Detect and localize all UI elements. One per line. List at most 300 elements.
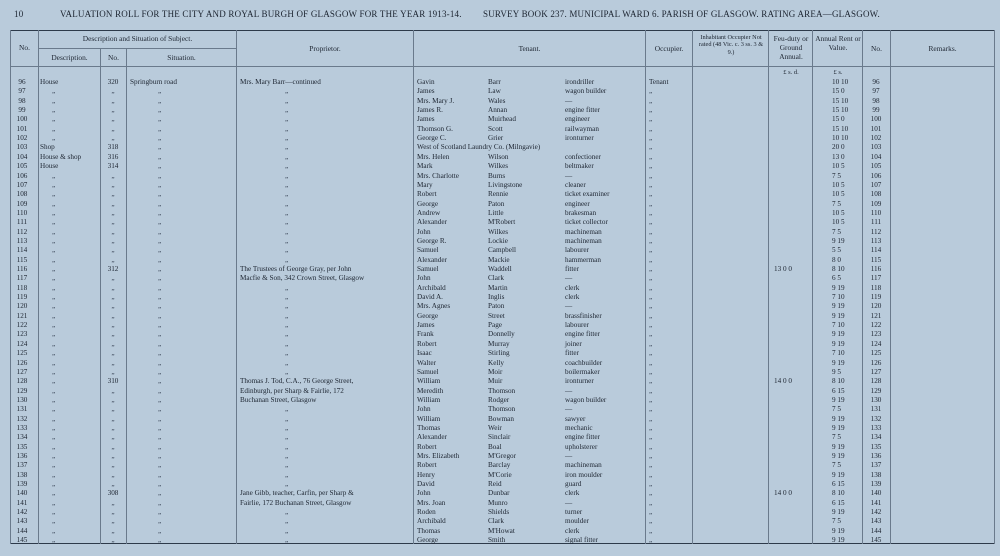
row-occupier: „ (649, 283, 653, 292)
row-no-right: 129 (870, 386, 882, 395)
row-description: „ (52, 302, 56, 311)
row-tenant-occupation: hammerman (565, 255, 601, 264)
row-situation: „ (158, 199, 162, 208)
row-no: 119 (16, 293, 28, 302)
row-description: „ (52, 414, 56, 423)
row-situation: „ (158, 227, 162, 236)
row-annual-rent: 7 10 (832, 349, 845, 358)
row-tenant-surname: Burns (488, 171, 506, 180)
row-no: 106 (16, 171, 28, 180)
row-description: „ (52, 208, 56, 217)
table-row (0, 256, 1000, 265)
survey-info: SURVEY BOOK 237. MUNICIPAL WARD 6. PARISH OF GLASGOW. RATING AREA—GLASGOW. (483, 9, 880, 19)
row-tenant-occupation: moulder (565, 517, 589, 526)
row-tenant-occupation: — (565, 498, 573, 507)
row-proprietor: „ (285, 227, 289, 236)
row-tenant-surname: Thomson (488, 386, 516, 395)
row-tenant-occupation: ironturner (565, 134, 594, 143)
row-tenant-surname: Wilkes (488, 227, 509, 236)
row-tenant-first: John (417, 274, 431, 283)
row-no: 116 (16, 265, 28, 273)
row-occupier: „ (649, 208, 653, 217)
row-situation: „ (158, 124, 162, 133)
row-tenant-occupation: clerk (565, 489, 580, 498)
row-tenant-first: James (417, 321, 435, 330)
row-situation: „ (158, 414, 162, 423)
row-tenant-surname: Reid (488, 480, 502, 489)
row-house-number: „ (111, 87, 115, 96)
row-house-number: „ (111, 358, 115, 367)
row-occupier: „ (649, 452, 653, 460)
row-annual-rent: 9 19 (832, 536, 845, 545)
row-description: „ (52, 106, 56, 115)
row-tenant-occupation: clerk (565, 526, 580, 535)
row-tenant-first: Samuel (417, 246, 439, 255)
row-situation: „ (158, 405, 162, 414)
row-situation: „ (158, 377, 162, 386)
row-tenant-first: John (417, 227, 431, 236)
row-tenant-occupation: — (565, 405, 573, 414)
row-description: „ (52, 190, 56, 199)
row-situation: „ (158, 386, 162, 395)
row-proprietor: „ (285, 311, 289, 320)
row-house-number: „ (111, 218, 115, 227)
row-tenant-first: Mrs. Elizabeth (417, 452, 460, 460)
row-house-number: „ (111, 386, 115, 395)
col-header-rent: Annual Rent or Value. (815, 34, 861, 52)
row-no-right: 141 (870, 498, 882, 507)
row-tenant-surname: Thomson (488, 405, 516, 414)
row-no-right: 132 (870, 414, 882, 423)
row-situation: „ (158, 190, 162, 199)
row-tenant-surname: Page (488, 321, 502, 330)
row-tenant-first: Thomas (417, 423, 441, 432)
row-situation: „ (158, 461, 162, 470)
row-annual-rent: 15 0 (832, 87, 845, 96)
row-house-number: „ (111, 461, 115, 470)
row-tenant-occupation: irondriller (565, 78, 595, 86)
row-occupier: „ (649, 152, 653, 161)
row-annual-rent: 6 15 (832, 480, 845, 489)
row-proprietor: „ (285, 423, 289, 432)
row-occupier: „ (649, 199, 653, 208)
row-no: 143 (16, 517, 28, 526)
row-no-right: 124 (870, 339, 882, 348)
row-occupier: „ (649, 236, 653, 245)
row-occupier: „ (649, 489, 653, 498)
row-tenant-first: Frank (417, 330, 434, 339)
table-row (0, 461, 1000, 470)
row-description: „ (52, 87, 56, 96)
row-tenant-first: George C. (417, 134, 447, 143)
row-tenant-surname: Weir (488, 423, 502, 432)
row-no: 133 (16, 423, 28, 432)
table-row (0, 143, 1000, 152)
row-annual-rent: 7 5 (832, 517, 841, 526)
row-tenant-occupation: wagon builder (565, 395, 607, 404)
row-tenant-surname: Grier (488, 134, 504, 143)
row-tenant-first: Samuel (417, 367, 439, 376)
table-row (0, 106, 1000, 115)
row-no: 138 (16, 470, 28, 479)
row-occupier: „ (649, 274, 653, 283)
row-annual-rent: 9 19 (832, 452, 845, 460)
row-occupier: „ (649, 87, 653, 96)
row-house-number: „ (111, 480, 115, 489)
row-tenant-first: Mrs. Charlotte (417, 171, 459, 180)
row-no-right: 103 (870, 143, 882, 152)
row-house-number: „ (111, 236, 115, 245)
row-occupier: „ (649, 414, 653, 423)
row-no: 112 (16, 227, 28, 236)
row-tenant-first: Mrs. Mary J. (417, 96, 455, 105)
table-row (0, 396, 1000, 405)
row-house-number: „ (111, 414, 115, 423)
row-tenant-occupation: signal fitter (565, 536, 598, 545)
row-tenant-surname: Kelly (488, 358, 504, 367)
row-occupier: „ (649, 293, 653, 302)
row-house-number: „ (111, 106, 115, 115)
row-proprietor: The Trustees of George Gray, per John (240, 265, 352, 273)
row-description: „ (52, 508, 56, 517)
row-description: „ (52, 124, 56, 133)
row-tenant-first: Robert (417, 190, 437, 199)
row-tenant-occupation: boilermaker (565, 367, 600, 376)
table-row (0, 517, 1000, 526)
row-situation: „ (158, 143, 162, 152)
row-annual-rent: 9 5 (832, 367, 841, 376)
row-tenant-occupation: cleaner (565, 180, 586, 189)
row-tenant-occupation: engineer (565, 199, 590, 208)
row-tenant-occupation: beltmaker (565, 162, 594, 171)
row-tenant-occupation: railwayman (565, 124, 599, 133)
row-description: „ (52, 358, 56, 367)
row-description: „ (52, 199, 56, 208)
row-annual-rent: 9 19 (832, 395, 845, 404)
row-occupier: „ (649, 180, 653, 189)
row-no-right: 125 (870, 349, 882, 358)
row-annual-rent: 7 5 (832, 199, 841, 208)
table-row (0, 172, 1000, 181)
row-occupier: „ (649, 367, 653, 376)
row-tenant-occupation: clerk (565, 293, 580, 302)
row-occupier: „ (649, 433, 653, 442)
row-no-right: 98 (872, 96, 880, 105)
row-tenant-surname: Clark (488, 517, 504, 526)
row-description: „ (52, 442, 56, 451)
row-tenant-first: George (417, 199, 439, 208)
row-tenant-surname: Muir (488, 377, 503, 386)
row-annual-rent: 7 10 (832, 293, 845, 302)
row-situation: „ (158, 321, 162, 330)
row-house-number: „ (111, 199, 115, 208)
row-tenant-occupation: labourer (565, 246, 589, 255)
row-no-right: 120 (870, 302, 882, 311)
row-tenant-occupation: machineman (565, 236, 602, 245)
row-no: 110 (16, 208, 28, 217)
row-house-number: „ (111, 115, 115, 124)
row-tenant-surname: Annan (488, 106, 508, 115)
row-description: „ (52, 274, 56, 283)
row-situation: „ (158, 218, 162, 227)
row-tenant-first: Henry (417, 470, 435, 479)
row-no-right: 131 (870, 405, 882, 414)
row-tenant-first: Isaac (417, 349, 432, 358)
row-description: „ (52, 489, 56, 498)
row-no: 124 (16, 339, 28, 348)
row-description: „ (52, 423, 56, 432)
table-row (0, 489, 1000, 498)
row-tenant-occupation: — (565, 274, 573, 283)
row-situation: Springburn road (130, 78, 177, 86)
row-tenant-surname: M'Howat (488, 526, 515, 535)
row-tenant-surname: Martin (488, 283, 508, 292)
row-house-number: „ (111, 405, 115, 414)
row-situation: „ (158, 96, 162, 105)
row-house-number: „ (111, 433, 115, 442)
row-proprietor: „ (285, 162, 289, 171)
row-tenant-surname: M'Robert (488, 218, 516, 227)
row-no-right: 134 (870, 433, 882, 442)
row-situation: „ (158, 526, 162, 535)
row-annual-rent: 10 5 (832, 208, 845, 217)
row-no-right: 133 (870, 423, 882, 432)
row-proprietor: „ (285, 208, 289, 217)
row-annual-rent: 9 19 (832, 302, 845, 311)
row-tenant-first: James R. (417, 106, 443, 115)
row-no: 105 (16, 162, 28, 171)
header-bottom-rule (10, 66, 995, 67)
row-annual-rent: 15 10 (832, 106, 849, 115)
row-tenant-surname: Bowman (488, 414, 514, 423)
row-proprietor: „ (285, 293, 289, 302)
row-tenant-first: John (417, 489, 431, 498)
row-annual-rent: 10 5 (832, 218, 845, 227)
row-annual-rent: 9 19 (832, 283, 845, 292)
row-annual-rent: 8 10 (832, 377, 845, 386)
row-tenant-first: Thomson G. (417, 124, 453, 133)
row-no: 125 (16, 349, 28, 358)
row-tenant-surname: Paton (488, 302, 505, 311)
row-no-right: 112 (870, 227, 882, 236)
row-situation: „ (158, 236, 162, 245)
table-row (0, 471, 1000, 480)
row-proprietor: Mrs. Mary Barr—continued (240, 78, 321, 86)
row-tenant-occupation: fitter (565, 265, 579, 273)
row-description: „ (52, 218, 56, 227)
row-proprietor: „ (285, 536, 289, 545)
row-proprietor: „ (285, 143, 289, 152)
row-description: „ (52, 526, 56, 535)
row-tenant-occupation: coachbuilder (565, 358, 603, 367)
row-description: „ (52, 386, 56, 395)
row-proprietor: „ (285, 508, 289, 517)
row-annual-rent: 10 5 (832, 180, 845, 189)
col-header-feu: Feu-duty or Ground Annual. (773, 34, 809, 61)
row-house-number: „ (111, 470, 115, 479)
row-proprietor: „ (285, 414, 289, 423)
row-tenant-first: Robert (417, 442, 437, 451)
row-proprietor: Macfie & Son, 342 Crown Street, Glasgow (240, 274, 365, 283)
row-tenant-surname: Lockie (488, 236, 508, 245)
row-situation: „ (158, 452, 162, 460)
table-row (0, 200, 1000, 209)
row-no-right: 114 (870, 246, 882, 255)
row-tenant-first: Robert (417, 461, 437, 470)
row-occupier: „ (649, 134, 653, 143)
table-row (0, 536, 1000, 545)
row-tenant-occupation: ticket collector (565, 218, 608, 227)
row-tenant-occupation: sawyer (565, 414, 586, 423)
row-description: „ (52, 433, 56, 442)
row-no: 98 (18, 96, 26, 105)
row-no-right: 145 (870, 536, 882, 545)
row-occupier: „ (649, 526, 653, 535)
row-occupier: „ (649, 255, 653, 264)
row-situation: „ (158, 442, 162, 451)
row-annual-rent: 9 19 (832, 423, 845, 432)
table-row (0, 284, 1000, 293)
row-no-right: 140 (870, 489, 882, 498)
row-house-number: „ (111, 423, 115, 432)
row-proprietor: „ (285, 367, 289, 376)
row-annual-rent: 7 10 (832, 321, 845, 330)
row-annual-rent: 7 5 (832, 433, 841, 442)
row-feu-duty: 13 0 0 (774, 265, 792, 273)
table-row (0, 312, 1000, 321)
row-no: 114 (16, 246, 28, 255)
row-tenant-surname: Donnelly (488, 330, 515, 339)
row-house-number: „ (111, 255, 115, 264)
row-tenant-first: Meredith (417, 386, 444, 395)
col-header-inhabitant: Inhabitant Occupier Not rated (48 Vic. c. 3 ss. 3 & 9.) (698, 34, 764, 56)
row-house-number: „ (111, 339, 115, 348)
row-annual-rent: 7 5 (832, 461, 841, 470)
row-description: „ (52, 452, 56, 460)
row-tenant-occupation: joiner (565, 339, 582, 348)
row-tenant-surname: M'Gregor (488, 452, 517, 460)
row-house-number: „ (111, 330, 115, 339)
row-no-right: 144 (870, 526, 882, 535)
row-house-number: „ (111, 227, 115, 236)
row-situation: „ (158, 208, 162, 217)
row-tenant-first: West of Scotland Laundry Co. (Milngavie) (417, 143, 541, 152)
row-situation: „ (158, 433, 162, 442)
row-description: „ (52, 498, 56, 507)
table-row (0, 480, 1000, 489)
table-row (0, 499, 1000, 508)
row-tenant-first: Walter (417, 358, 436, 367)
row-situation: „ (158, 330, 162, 339)
table-row (0, 218, 1000, 227)
row-tenant-first: Alexander (417, 255, 447, 264)
row-description: „ (52, 517, 56, 526)
row-situation: „ (158, 180, 162, 189)
row-annual-rent: 5 5 (832, 246, 841, 255)
table-row (0, 340, 1000, 349)
row-proprietor: Jane Gibb, teacher, Carfin, per Sharp & (240, 489, 354, 498)
table-row (0, 387, 1000, 396)
row-annual-rent: 9 19 (832, 508, 845, 517)
row-no: 130 (16, 395, 28, 404)
row-no: 109 (16, 199, 28, 208)
row-no: 121 (16, 311, 28, 320)
row-situation: „ (158, 115, 162, 124)
row-description: „ (52, 115, 56, 124)
row-annual-rent: 9 19 (832, 470, 845, 479)
table-row (0, 443, 1000, 452)
row-no: 122 (16, 321, 28, 330)
row-proprietor: „ (285, 236, 289, 245)
row-tenant-surname: Barclay (488, 461, 511, 470)
row-tenant-surname: Dunbar (488, 489, 510, 498)
row-no-right: 115 (870, 255, 882, 264)
row-occupier: „ (649, 96, 653, 105)
row-annual-rent: 8 0 (832, 255, 841, 264)
row-house-number: 314 (107, 162, 119, 171)
table-row (0, 153, 1000, 162)
row-occupier: „ (649, 498, 653, 507)
row-proprietor: „ (285, 180, 289, 189)
table-row (0, 415, 1000, 424)
row-house-number: „ (111, 349, 115, 358)
row-description: „ (52, 236, 56, 245)
row-situation: „ (158, 274, 162, 283)
row-tenant-surname: Waddell (488, 265, 512, 273)
row-no-right: 119 (870, 293, 882, 302)
row-tenant-surname: Boal (488, 442, 502, 451)
row-occupier: „ (649, 171, 653, 180)
row-no-right: 97 (872, 87, 880, 96)
row-proprietor: „ (285, 106, 289, 115)
row-proprietor: „ (285, 199, 289, 208)
row-situation: „ (158, 480, 162, 489)
table-row (0, 330, 1000, 339)
row-tenant-surname: Smith (488, 536, 506, 545)
row-situation: „ (158, 162, 162, 171)
row-no: 103 (16, 143, 28, 152)
row-tenant-surname: Wilkes (488, 162, 509, 171)
row-no: 120 (16, 302, 28, 311)
row-tenant-surname: Muirhead (488, 115, 516, 124)
row-tenant-occupation: — (565, 452, 573, 460)
row-no: 108 (16, 190, 28, 199)
table-row (0, 87, 1000, 96)
row-house-number: „ (111, 302, 115, 311)
row-proprietor: „ (285, 470, 289, 479)
row-tenant-first: David (417, 480, 435, 489)
row-proprietor: „ (285, 255, 289, 264)
table-row (0, 237, 1000, 246)
col-header-situation: Situation. (167, 53, 196, 62)
row-proprietor: „ (285, 134, 289, 143)
table-row (0, 368, 1000, 377)
table-row (0, 228, 1000, 237)
row-no: 97 (18, 87, 26, 96)
row-no-right: 138 (870, 470, 882, 479)
row-no-right: 121 (870, 311, 882, 320)
row-no: 139 (16, 480, 28, 489)
row-tenant-surname: Mackie (488, 255, 510, 264)
row-no: 126 (16, 358, 28, 367)
row-tenant-occupation: ironturner (565, 377, 594, 386)
row-annual-rent: 7 5 (832, 227, 841, 236)
row-tenant-occupation: guard (565, 480, 582, 489)
row-no: 100 (16, 115, 28, 124)
row-no: 101 (16, 124, 28, 133)
row-occupier: „ (649, 339, 653, 348)
row-no-right: 122 (870, 321, 882, 330)
